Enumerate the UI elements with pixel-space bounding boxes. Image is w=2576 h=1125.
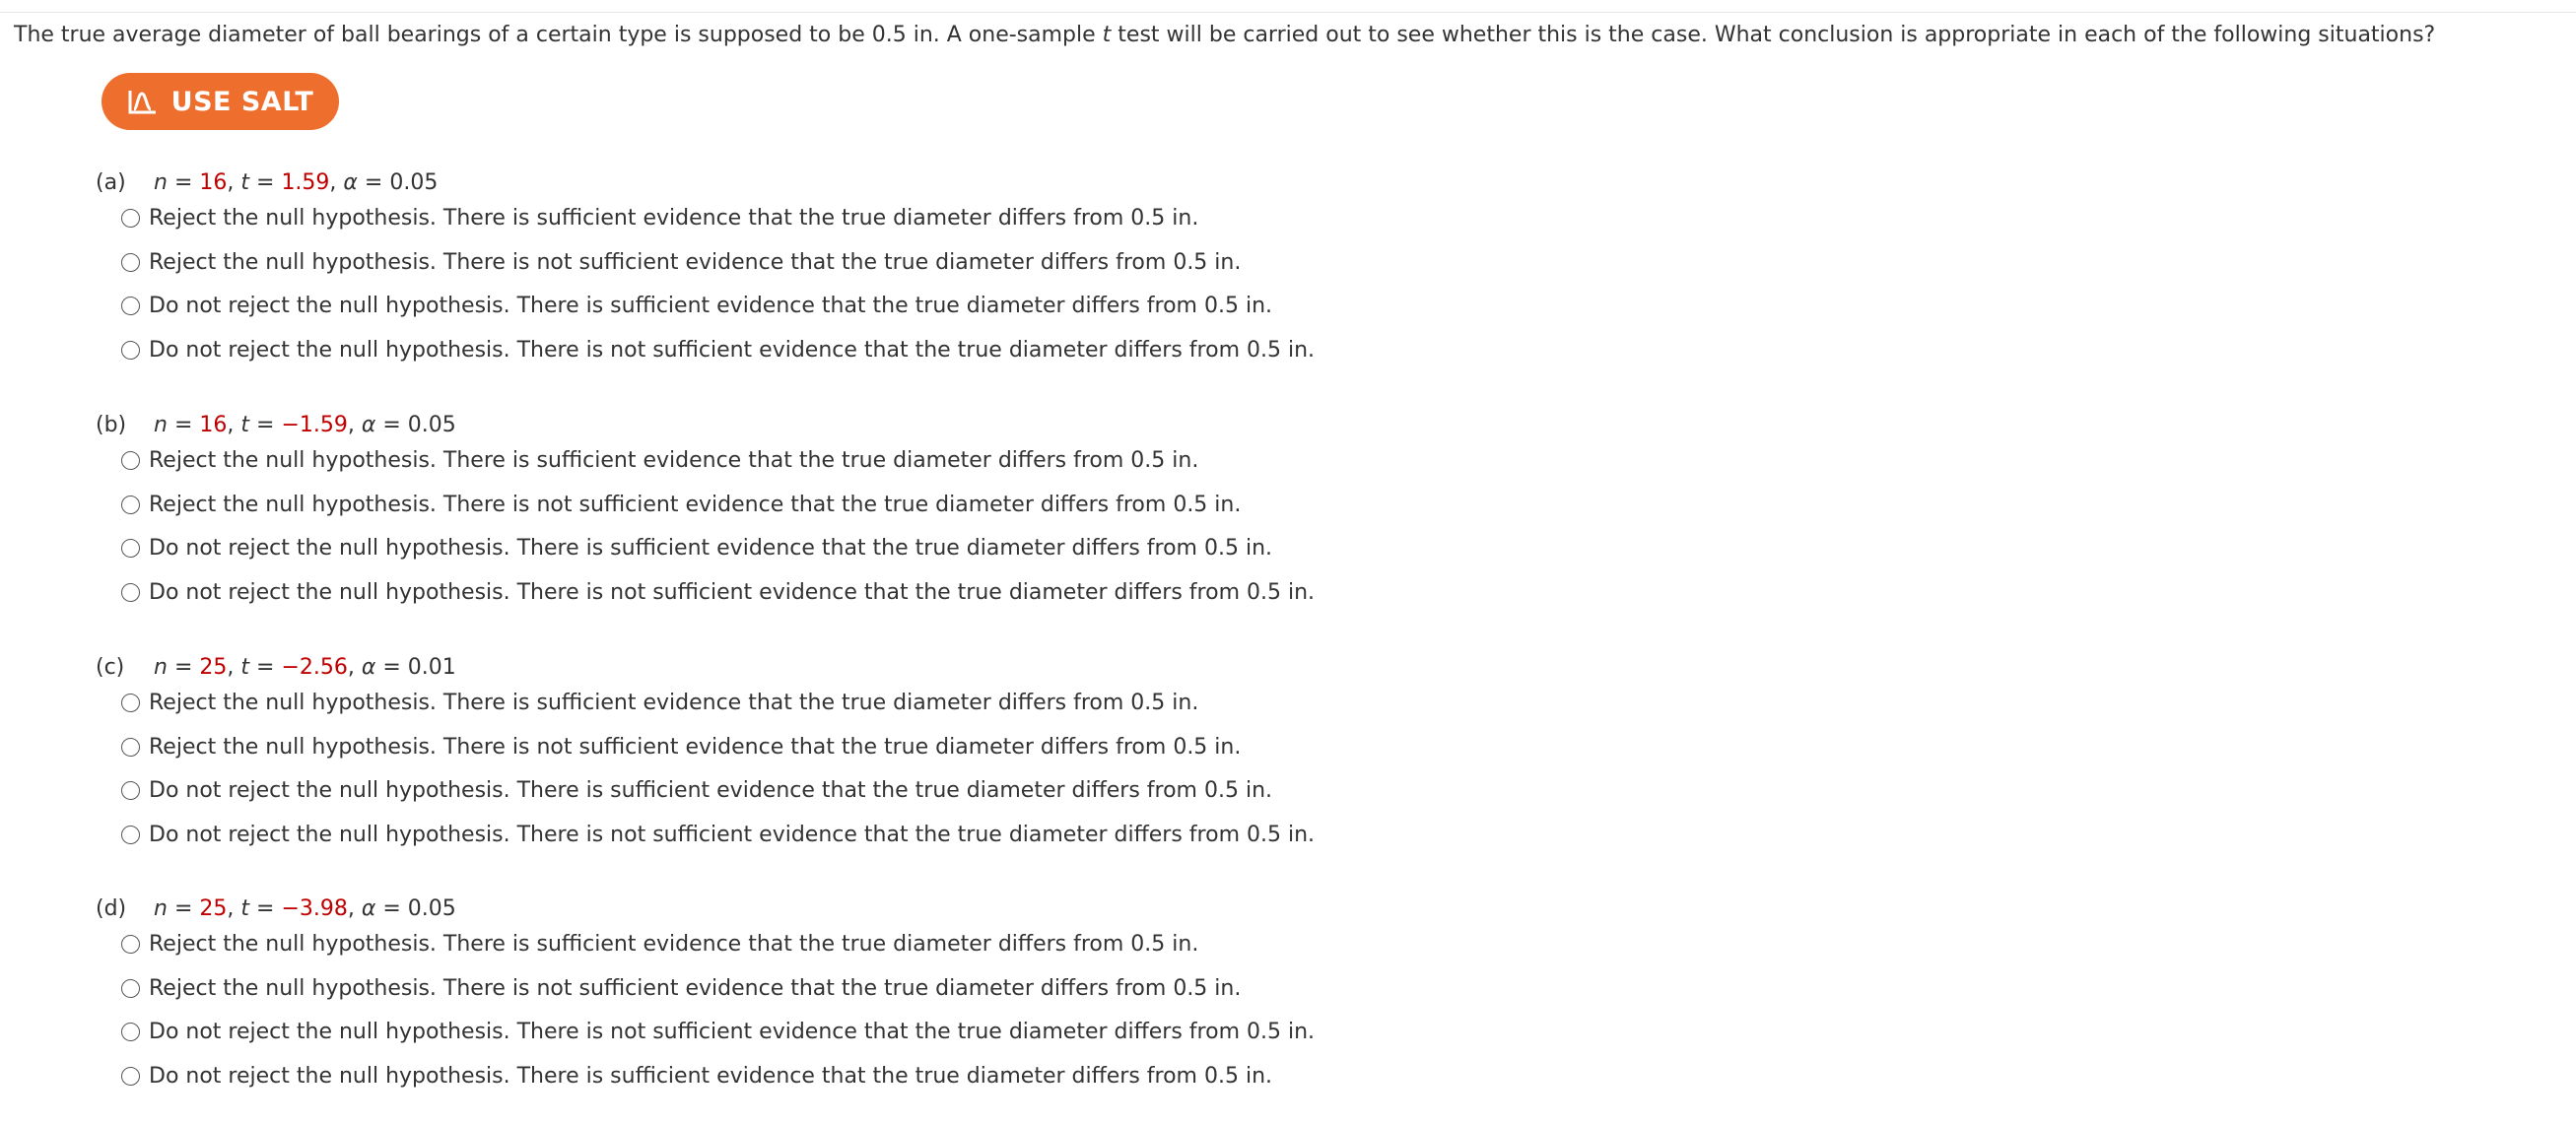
answer-option[interactable] — [121, 489, 1241, 520]
radio-button[interactable] — [121, 496, 140, 514]
salt-icon — [127, 88, 159, 115]
radio-button[interactable] — [121, 209, 140, 228]
option-label: Reject the null hypothesis. There is not sufficient evidence that the true diameter differs from 0.5 in. — [149, 492, 1242, 517]
answer-option[interactable] — [121, 972, 1241, 1004]
alpha-value: 0.05 — [407, 413, 456, 437]
t-value: −1.59 — [281, 413, 348, 437]
answer-option[interactable] — [121, 1016, 1315, 1047]
radio-button[interactable] — [121, 583, 140, 602]
radio-button[interactable] — [121, 738, 140, 757]
option-label: Reject the null hypothesis. There is not sufficient evidence that the true diameter differs from 0.5 in. — [149, 734, 1242, 760]
option-label: Reject the null hypothesis. There is not sufficient evidence that the true diameter differs from 0.5 in. — [149, 249, 1242, 275]
answer-option[interactable] — [121, 290, 1272, 321]
option-label: Do not reject the null hypothesis. There is sufficient evidence that the true diameter differs from 0.5 in. — [149, 293, 1273, 318]
radio-button[interactable] — [121, 1067, 140, 1086]
option-label: Reject the null hypothesis. There is not sufficient evidence that the true diameter differs from 0.5 in. — [149, 975, 1242, 1001]
alpha-value: 0.01 — [407, 655, 456, 680]
t-value: −3.98 — [281, 896, 348, 921]
n-value: 16 — [199, 413, 228, 437]
answer-option[interactable] — [121, 1060, 1272, 1092]
part-header: (c) n = 25, t = −2.56, α = 0.01 — [96, 652, 456, 684]
radio-button[interactable] — [121, 297, 140, 315]
answer-option[interactable] — [121, 687, 1198, 718]
radio-button[interactable] — [121, 1023, 140, 1041]
n-value: 16 — [199, 170, 228, 195]
top-divider — [0, 0, 2576, 13]
use-salt-button[interactable] — [102, 73, 339, 130]
radio-button[interactable] — [121, 979, 140, 998]
alpha-value: 0.05 — [389, 170, 439, 195]
radio-button[interactable] — [121, 253, 140, 272]
part-label: (b) — [96, 413, 127, 437]
answer-option[interactable] — [121, 819, 1315, 850]
radio-button[interactable] — [121, 341, 140, 360]
part-label: (c) — [96, 655, 125, 680]
option-label: Reject the null hypothesis. There is sufficient evidence that the true diameter differs from 0.5 in. — [149, 205, 1199, 231]
part-header: (a) n = 16, t = 1.59, α = 0.05 — [96, 167, 438, 199]
answer-option[interactable] — [121, 202, 1198, 233]
answer-option[interactable] — [121, 928, 1198, 960]
radio-button[interactable] — [121, 451, 140, 470]
answer-option[interactable] — [121, 774, 1272, 806]
option-label: Do not reject the null hypothesis. There is not sufficient evidence that the true diameter differs from 0.5 in. — [149, 822, 1316, 847]
answer-option[interactable] — [121, 576, 1315, 608]
radio-button[interactable] — [121, 826, 140, 844]
answer-option[interactable] — [121, 246, 1241, 278]
n-value: 25 — [199, 655, 228, 680]
option-label: Reject the null hypothesis. There is sufficient evidence that the true diameter differs from 0.5 in. — [149, 447, 1199, 473]
answer-option[interactable] — [121, 731, 1241, 762]
alpha-value: 0.05 — [407, 896, 456, 921]
part-header: (d) n = 25, t = −3.98, α = 0.05 — [96, 893, 456, 925]
option-label: Do not reject the null hypothesis. There is sufficient evidence that the true diameter differs from 0.5 in. — [149, 535, 1273, 561]
part-label: (d) — [96, 896, 127, 921]
radio-button[interactable] — [121, 935, 140, 954]
option-label: Do not reject the null hypothesis. There is sufficient evidence that the true diameter differs from 0.5 in. — [149, 777, 1273, 803]
answer-option[interactable] — [121, 444, 1198, 476]
option-label: Reject the null hypothesis. There is sufficient evidence that the true diameter differs from 0.5 in. — [149, 690, 1199, 715]
t-value: −2.56 — [281, 655, 348, 680]
radio-button[interactable] — [121, 781, 140, 800]
option-label: Do not reject the null hypothesis. There is not sufficient evidence that the true diameter differs from 0.5 in. — [149, 579, 1316, 605]
answer-option[interactable] — [121, 334, 1315, 365]
use-salt-label: USE SALT — [170, 86, 314, 117]
part-label: (a) — [96, 170, 126, 195]
radio-button[interactable] — [121, 694, 140, 712]
option-label: Reject the null hypothesis. There is sufficient evidence that the true diameter differs from 0.5 in. — [149, 931, 1199, 957]
part-header: (b) n = 16, t = −1.59, α = 0.05 — [96, 410, 456, 441]
answer-option[interactable] — [121, 532, 1272, 563]
radio-button[interactable] — [121, 539, 140, 558]
t-value: 1.59 — [281, 170, 330, 195]
n-value: 25 — [199, 896, 228, 921]
option-label: Do not reject the null hypothesis. There is not sufficient evidence that the true diameter differs from 0.5 in. — [149, 337, 1316, 363]
question-prompt: The true average diameter of ball bearings of a certain type is supposed to be 0.5 in. A one-sample t test will be carried out to see whether this is the case. What conclusion is appropriate in each of the following situations? — [14, 23, 2436, 47]
option-label: Do not reject the null hypothesis. There is sufficient evidence that the true diameter differs from 0.5 in. — [149, 1063, 1273, 1089]
option-label: Do not reject the null hypothesis. There is not sufficient evidence that the true diameter differs from 0.5 in. — [149, 1019, 1316, 1044]
